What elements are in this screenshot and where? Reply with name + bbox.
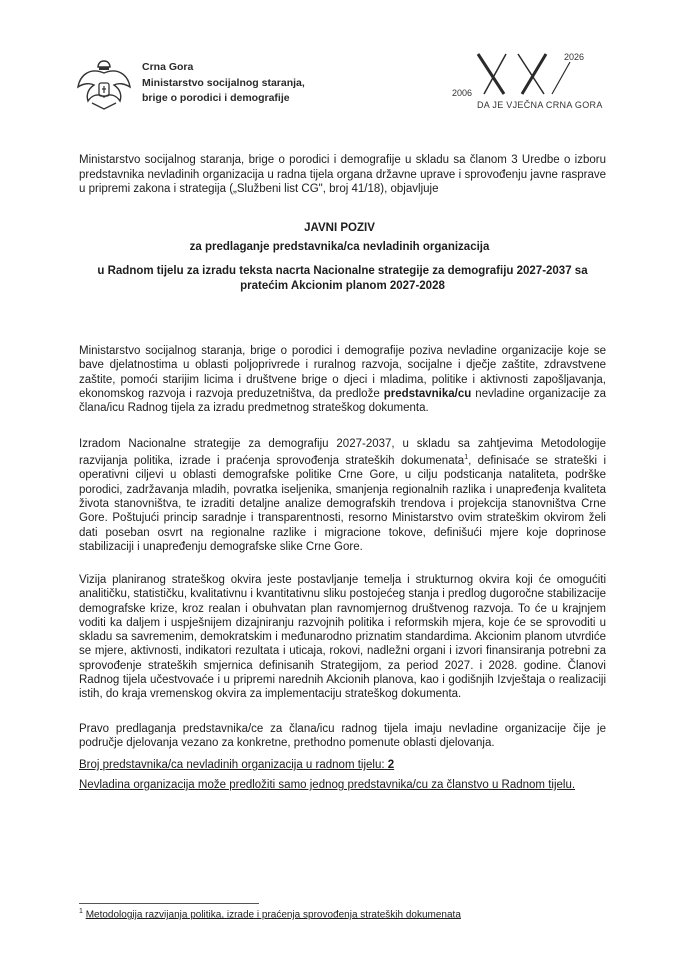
country-name: Crna Gora (142, 61, 194, 73)
footnote-divider (79, 903, 259, 904)
paragraph-call-text: Ministarstvo socijalnog staranja, brige o porodici i demografije poziva nevladine organizacije koje se bave djelatnostima u oblasti poljoprivrede i ruralnog razvoja, socijalne i dječje zaštite, zdravstvene zaštite, pomoći starijim licima i društvene brige o djeci i mladima, politike i aktivnosti zapošljavanja, ekonomskog razvoja i razvoja preduzetništva, da predlože (79, 345, 606, 400)
footnote-reference[interactable]: 1 (464, 454, 469, 462)
paragraph-strategy-text-end: , definisaće se strateški i operativni ciljevi u oblasti demografske politike Crne Gore, u cilju podsticanja nataliteta, podrške porodici, zadržavanja mladih, povratka iseljenika, smanjenja regionalnih razlika i unapređenja kvaliteta života stanovništva, te izraditi detaljne analize demografskih trendova i projekcija stanovništva Crne Gore. Poštujući princip saradnje i transparentnosti, resorno Ministarstvo ovim strateškim okvirom želi dati poseban osvrt na regionalne razlike i migracione tokove, definišući mjere koje doprinose stabilizaciji i unapređenju demografske slike Crne Gore. (79, 455, 606, 553)
representative-count-value: 2 (387, 759, 395, 771)
paragraph-call-bold: predstavnika/cu (383, 387, 472, 400)
anniversary-motto: DA JE VJEČNA CRNA GORA (477, 100, 603, 110)
ministry-name-line1: Ministarstvo socijalnog staranja, (142, 76, 305, 89)
paragraph-eligibility: Pravo predlaganja predstavnika/ce za člana/icu radnog tijela imaju nevladine organizacije čije je područje djelovanja vezano za konkretne, prethodno pomenute oblasti djelovanja. (79, 723, 606, 750)
paragraph-call (79, 344, 606, 415)
paragraph-strategy (79, 437, 606, 554)
footnote-text[interactable]: Metodologija razvijanja politika, izrade i praćenja sprovođenja strateških dokumenata (85, 909, 461, 921)
paragraph-strategy-text: Izradom Nacionalne strategije za demografiju 2027-2037, u skladu sa zahtjevima Metodologije razvijanja politika, izrade i praćenja sprovođenja strateških dokumenata (79, 438, 606, 468)
paragraph-vision: Vizija planiranog strateškog okvira jeste postavljanje temelja i strukturnog okvira koji će omogućiti analitičku, statističku, kvalitativnu i kvantitativnu sliku postojećeg stanja i predlog dugoročne stabilizacije demografske krize, kroz realan i obuhvatan plan ravnomjernog društvenog razvoja. To će u krajnjem voditi ka daljem i uspješnijem dizajniranju razvojnih politika i reformskih mjera, koje će se sprovoditi u skladu sa savremenim, demokratskim i međunarodno priznatim standardima. Akcionim planom utvrdiće se mjere, aktivnosti, indikatori rezultata i uticaja, rokovi, nadležni organi i izvori finansiranja potrebni za sprovođenje strateških smjernica definisanih Strategijom, za period 2027. i 2028. godine. Članovi Radnog tijela učestvovaće i u pripremi narednih Akcionih planova, kao i godišnjih Izvještaja o realizaciji istih, do kraja vremenskog okvira za implementaciju strateškog dokumenta. (79, 574, 606, 701)
footnote (79, 908, 461, 920)
footnote-number: 1 (79, 908, 83, 915)
anniversary-year-start: 2006 (452, 88, 473, 98)
anniversary-year-end: 2026 (564, 52, 585, 62)
representative-count-label: Broj predstavnika/ca nevladinih organizacija u radnom tijelu: (79, 759, 385, 771)
ministry-name-line2: brige o porodici i demografije (142, 92, 290, 104)
representative-limit-note: Nevladina organizacija može predložiti samo jednog predstavnika/cu za članstvo u Radnom tijelu. (79, 779, 576, 791)
ministry-header (142, 60, 305, 107)
intro-paragraph: Ministarstvo socijalnog staranja, brige o porodici i demografije u skladu sa članom 3 Uredbe o izboru predstavnika nevladinih organizacija u radna tijela organa državne uprave i sprovođenju javne rasprave u pripremi zakona i strategija („Službeni list CG", broj 41/18), objavljuje (79, 154, 606, 196)
paragraph-call-text-end: nevladine organizacije za člana/icu Radnog tijela za izradu predmetnog strateškog dokumenta. (79, 387, 607, 415)
coat-of-arms-icon (72, 57, 136, 113)
title-subline: za predlaganje predstavnika/ca nevladinih organizacija (189, 241, 490, 253)
representative-count (79, 759, 394, 771)
title-body-line: u Radnom tijelu za izradu teksta nacrta Nacionalne strategije za demografiju 2027-2037 sa pratećim Akcionim planom 2027-2028 (97, 265, 588, 292)
page-title: JAVNI POZIV (304, 222, 375, 234)
